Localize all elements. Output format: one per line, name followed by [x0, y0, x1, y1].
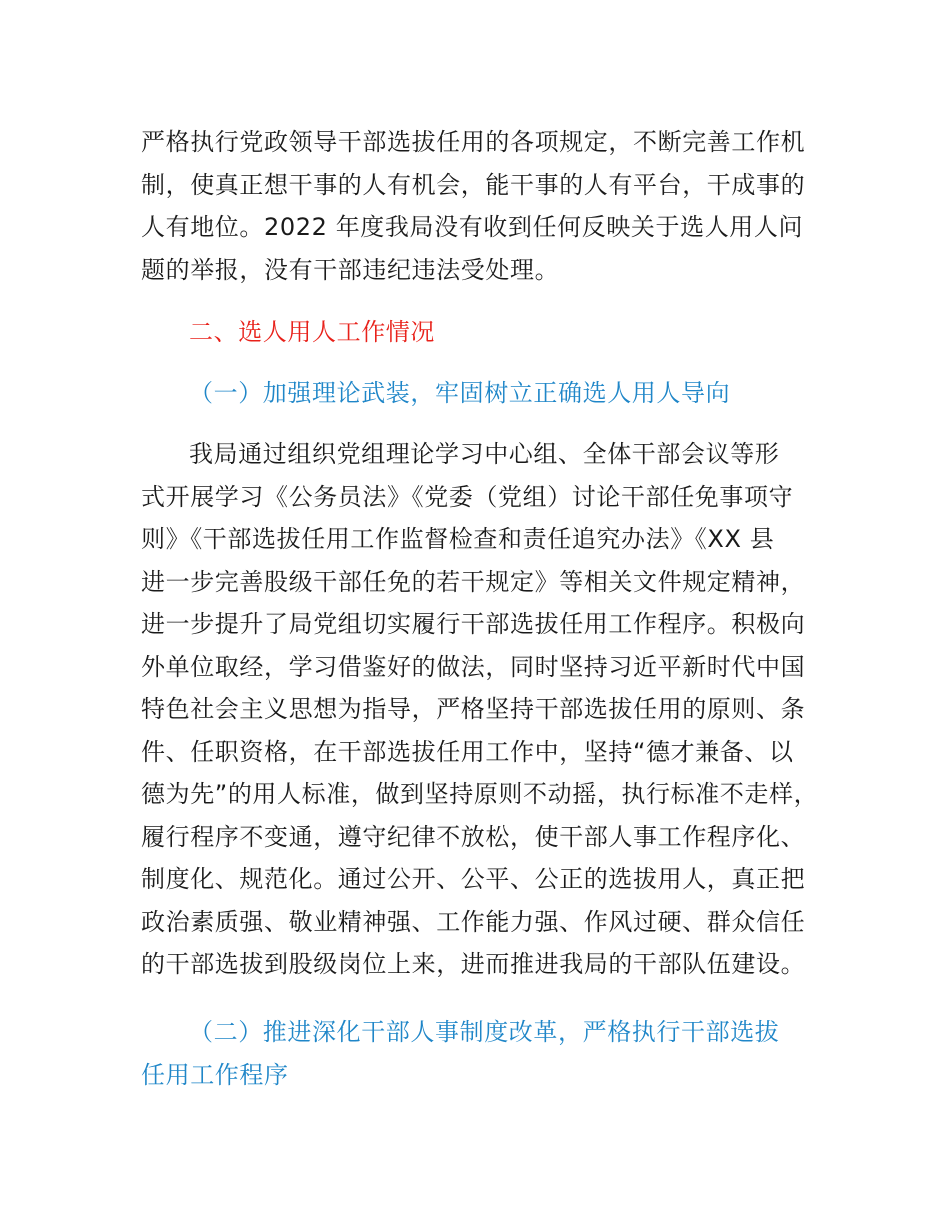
- intro-line: 严格执行党政领导干部选拔任用的各项规定，不断完善工作机: [141, 128, 806, 156]
- body-line: 式开展学习《公务员法》《党委（党组）讨论干部任免事项守: [141, 483, 794, 511]
- body-line: 件、任职资格，在干部选拔任用工作中，坚持“德才兼备、以: [141, 738, 794, 766]
- body-line: 进一步提升了局党组切实履行干部选拔任用工作程序。积极向: [141, 610, 806, 638]
- body-line: 则》《干部选拔任用工作监督检查和责任追究办法》《XX 县: [141, 525, 775, 553]
- body-line: 履行程序不变通，遵守纪律不放松，使干部人事工作程序化、: [141, 823, 806, 851]
- body-line: 的干部选拔到股级岗位上来，进而推进我局的干部队伍建设。: [141, 950, 806, 978]
- subsection-heading-1: （一）加强理论武装，牢固树立正确选人用人导向: [189, 379, 731, 407]
- subsection-heading-2-cont: 任用工作程序: [141, 1061, 289, 1089]
- intro-line: 制，使真正想干事的人有机会，能干事的人有平台，干成事的: [141, 171, 806, 199]
- body-line: 制度化、规范化。通过公开、公平、公正的选拔用人，真正把: [141, 865, 806, 893]
- intro-line: 人有地位。2022 年度我局没有收到任何反映关于选人用人问: [141, 213, 804, 241]
- subsection-heading-2: （二）推进深化干部人事制度改革，严格执行干部选拔: [189, 1018, 780, 1046]
- body-line: 进一步完善股级干部任免的若干规定》等相关文件规定精神，: [141, 568, 806, 596]
- body-line: 外单位取经，学习借鉴好的做法，同时坚持习近平新时代中国: [141, 653, 806, 681]
- intro-line: 题的举报，没有干部违纪违法受处理。: [141, 256, 560, 284]
- body-line: 我局通过组织党组理论学习中心组、全体干部会议等形: [189, 440, 780, 468]
- body-line: 德为先”的用人标准，做到坚持原则不动摇，执行标准不走样，: [141, 780, 819, 808]
- body-line: 政治素质强、敬业精神强、工作能力强、作风过硬、群众信任: [141, 908, 806, 936]
- section-heading: 二、选人用人工作情况: [189, 318, 435, 346]
- body-line: 特色社会主义思想为指导，严格坚持干部选拔任用的原则、条: [141, 695, 806, 723]
